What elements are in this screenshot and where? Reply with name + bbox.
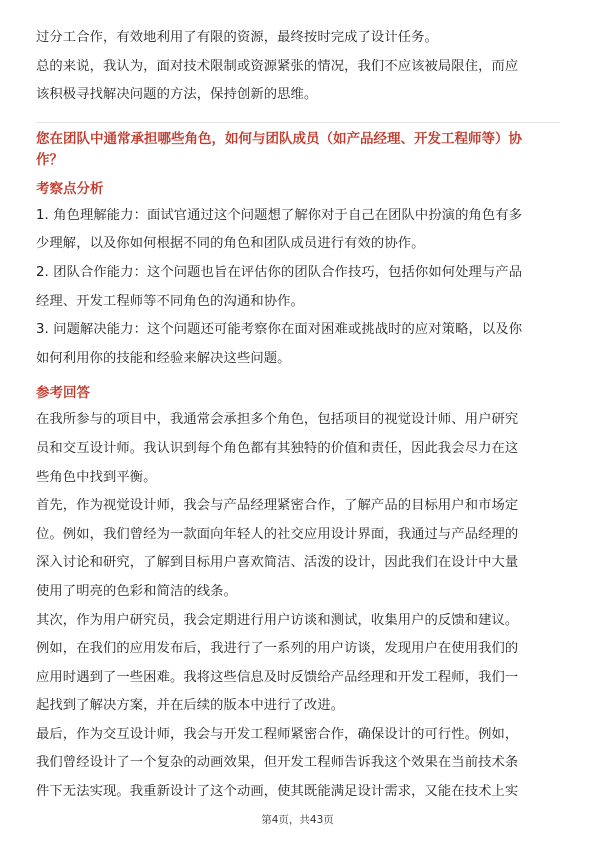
text-line: 使用了明亮的色彩和简洁的线条。 — [36, 583, 237, 599]
text-line: 位。例如，我们曾经为一款面向年轻人的社交应用设计界面，我通过与产品经理的 — [36, 526, 519, 542]
text-line: 1. 角色理解能力：面试官通过这个问题想了解你对于自己在团队中扮演的角色有多 — [36, 207, 523, 223]
answer-paragraph — [36, 721, 560, 807]
text-line: 件下无法实现。我重新设计了这个动画，使其既能满足设计需求，又能在技术上实 — [36, 784, 519, 800]
text-line: 首先，作为视觉设计师，我会与产品经理紧密合作，了解产品的目标用户和市场定 — [36, 498, 519, 514]
text-line: 其次，作为用户研究员，我会定期进行用户访谈和测试，收集用户的反馈和建议。 — [36, 612, 519, 628]
text-line: 起找到了解决方案，并在后续的版本中进行了改进。 — [36, 698, 345, 714]
text-line: 总的来说，我认为，面对技术限制或资源紧张的情况，我们不应该被局限住，而应 — [36, 58, 519, 74]
section-divider — [36, 122, 560, 123]
text-line: 最后，作为交互设计师，我会与开发工程师紧密合作，确保设计的可行性。例如， — [36, 726, 519, 742]
paragraph — [36, 24, 560, 53]
page-content — [36, 24, 560, 807]
text-line: 3. 问题解决能力：这个问题还可能考察你在面对困难或挑战时的应对策略，以及你 — [36, 322, 523, 338]
text-line: 少理解，以及你如何根据不同的角色和团队成员进行有效的协作。 — [36, 236, 425, 252]
text-line: 我们曾经设计了一个复杂的动画效果，但开发工程师告诉我这个效果在当前技术条 — [36, 755, 519, 771]
answer-paragraph — [36, 406, 560, 492]
paragraph — [36, 53, 560, 110]
question-line: 作？ — [36, 151, 63, 168]
analysis-item — [36, 259, 560, 316]
answer-paragraph — [36, 492, 560, 606]
text-line: 如何利用你的技能和经验来解决这些问题。 — [36, 350, 291, 366]
answer-paragraph — [36, 607, 560, 721]
page-footer: 第4页，共43页 — [261, 814, 334, 826]
text-line: 例如，在我们的应用发布后，我进行了一系列的用户访谈，发现用户在使用我们的 — [36, 641, 519, 657]
text-line: 过分工合作，有效地利用了有限的资源，最终按时完成了设计任务。 — [36, 30, 438, 45]
text-line: 些角色中找到平衡。 — [36, 469, 157, 485]
text-line: 在我所参与的项目中，我通常会承担多个角色，包括项目的视觉设计师、用户研究 — [36, 412, 519, 428]
question-heading — [36, 129, 560, 171]
text-line: 应用时遇到了一些困难。我将这些信息及时反馈给产品经理和开发工程师，我们一 — [36, 669, 519, 685]
answer-title: 参考回答 — [36, 385, 90, 402]
question-line: 您在团队中通常承担哪些角色，如何与团队成员（如产品经理、开发工程师等）协 — [36, 130, 522, 147]
analysis-item — [36, 316, 560, 373]
text-line: 该积极寻找解决问题的方法，保持创新的思维。 — [36, 87, 318, 103]
analysis-item — [36, 202, 560, 259]
text-line: 深入讨论和研究，了解到目标用户喜欢简洁、活泼的设计，因此我们在设计中大量 — [36, 555, 519, 571]
text-line: 经理、开发工程师等不同角色的沟通和协作。 — [36, 293, 304, 309]
text-line: 2. 团队合作能力：这个问题也旨在评估你的团队合作技巧，包括你如何处理与产品 — [36, 264, 523, 280]
text-line: 员和交互设计师。我认识到每个角色都有其独特的价值和责任，因此我会尽力在这 — [36, 440, 519, 456]
analysis-title: 考察点分析 — [36, 180, 104, 197]
